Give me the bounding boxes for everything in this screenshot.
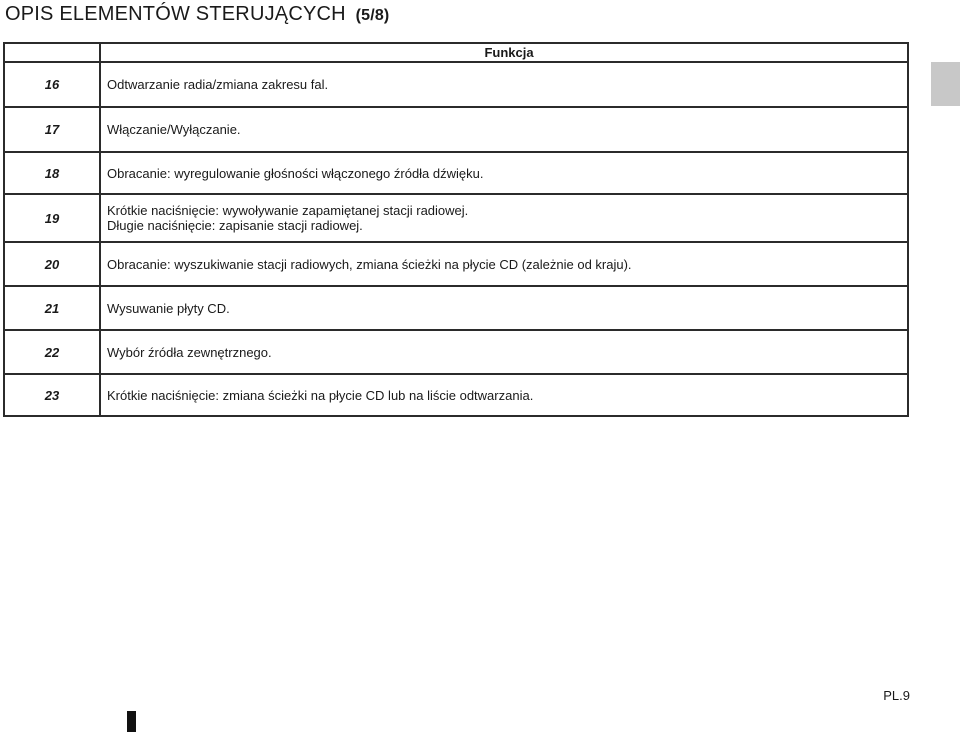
control-description — [100, 242, 908, 286]
control-number: 23 — [4, 374, 100, 416]
control-number: 17 — [4, 107, 100, 152]
table-row — [4, 242, 908, 286]
control-number: 19 — [4, 194, 100, 242]
table-row — [4, 330, 908, 374]
control-number: 21 — [4, 286, 100, 330]
column-header-number — [4, 43, 100, 62]
control-description — [100, 286, 908, 330]
control-description — [100, 152, 908, 194]
control-number: 18 — [4, 152, 100, 194]
description-line: Krótkie naciśnięcie: zmiana ścieżki na płycie CD lub na liście odtwarzania. — [107, 387, 534, 403]
table-row — [4, 374, 908, 416]
description-line: Długie naciśnięcie: zapisanie stacji radiowej. — [107, 218, 363, 233]
control-description — [100, 62, 908, 107]
table-row — [4, 107, 908, 152]
control-number: 22 — [4, 330, 100, 374]
column-header-function: Funkcja — [100, 43, 908, 62]
table-row — [4, 286, 908, 330]
control-description — [100, 374, 908, 416]
control-description — [100, 194, 908, 242]
page-subtitle: (5/8) — [355, 7, 390, 24]
table-row — [4, 62, 908, 107]
table-row — [4, 152, 908, 194]
description-line: Wybór źródła zewnętrznego. — [107, 344, 272, 360]
description-line: Włączanie/Wyłączanie. — [107, 122, 241, 137]
description-line: Krótkie naciśnięcie: wywoływanie zapamiętanej stacji radiowej. — [107, 203, 469, 218]
controls-table — [3, 42, 909, 417]
section-tab-marker — [931, 62, 960, 106]
control-description — [100, 330, 908, 374]
print-registration-mark — [127, 711, 136, 732]
table-row — [4, 194, 908, 242]
control-description — [100, 107, 908, 152]
description-line: Wysuwanie płyty CD. — [107, 300, 230, 316]
description-line: Obracanie: wyregulowanie głośności włączonego źródła dźwięku. — [107, 165, 484, 181]
page-number: PL.9 — [883, 688, 910, 703]
table-header-row — [4, 43, 908, 62]
page-title — [5, 3, 389, 26]
control-number: 20 — [4, 242, 100, 286]
page-title-text: OPIS ELEMENTÓW STERUJĄCYCH — [5, 3, 346, 25]
description-line: Odtwarzanie radia/zmiana zakresu fal. — [107, 77, 329, 92]
control-number: 16 — [4, 62, 100, 107]
description-line: Obracanie: wyszukiwanie stacji radiowych, zmiana ścieżki na płycie CD (zależnie od kraju). — [107, 256, 632, 272]
